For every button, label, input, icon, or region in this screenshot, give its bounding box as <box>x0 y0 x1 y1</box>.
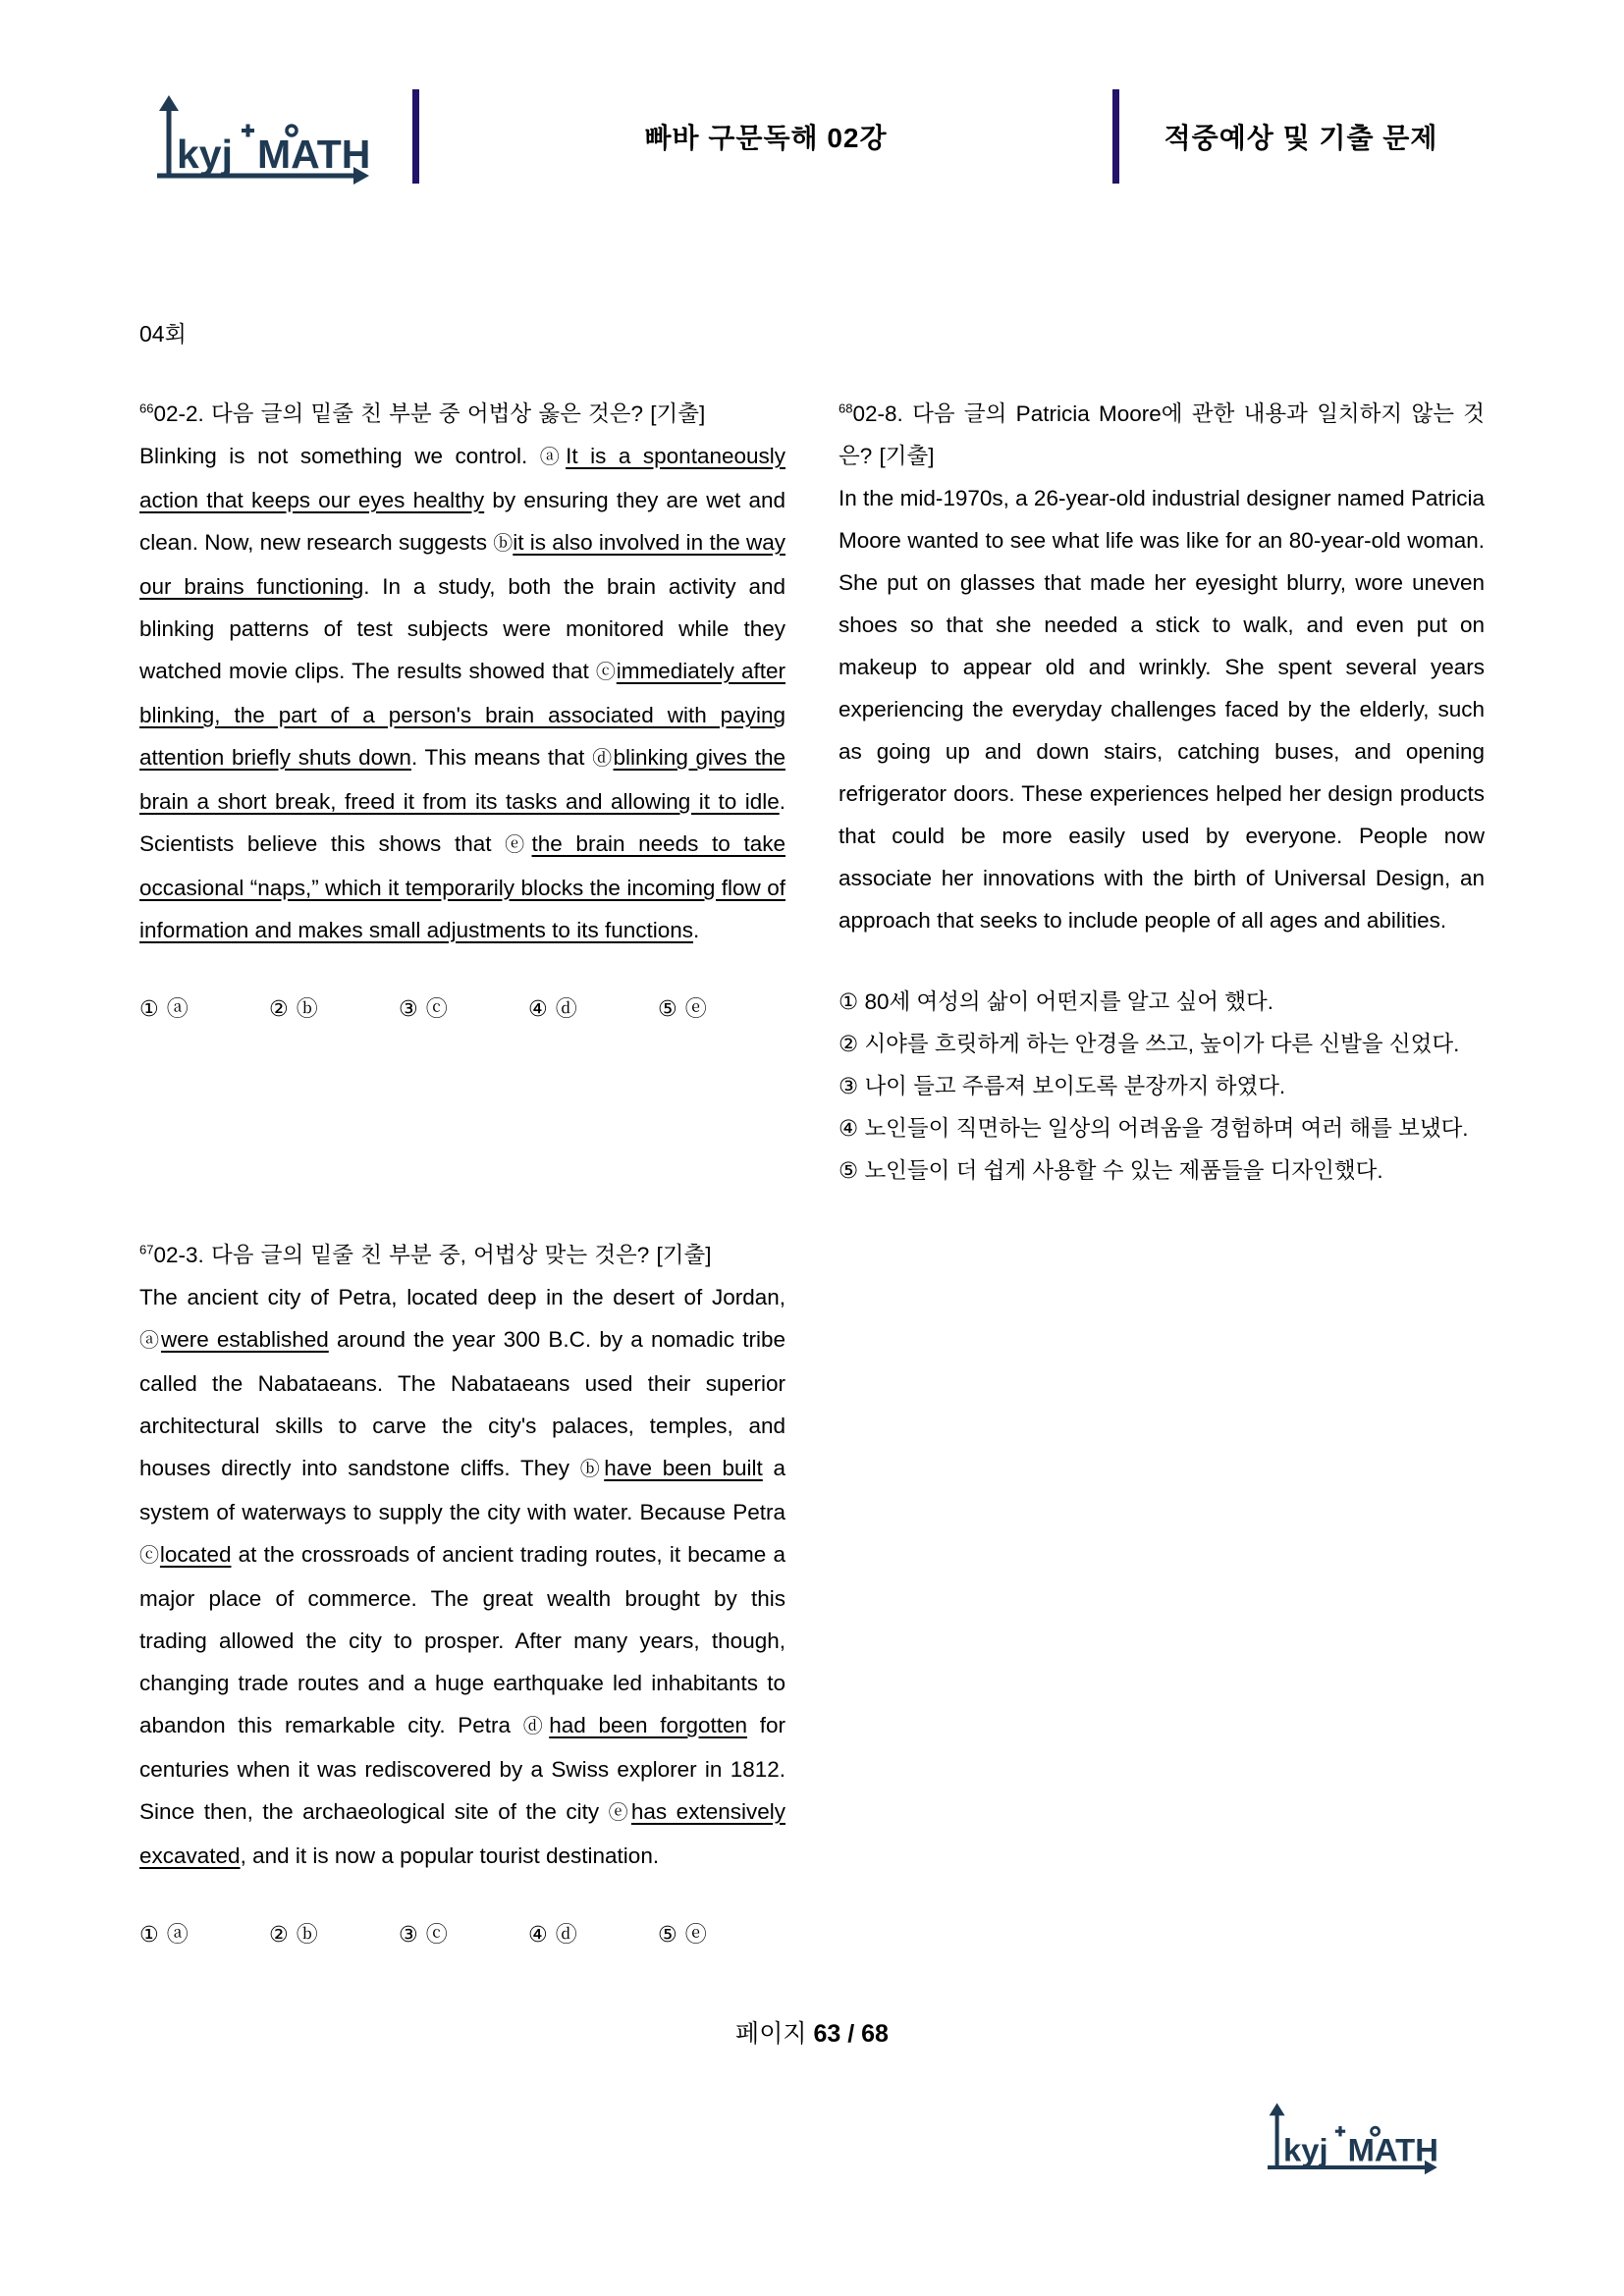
underlined-answer-span: were established <box>160 1327 329 1352</box>
passage-text: The ancient city of Petra, located deep in the desert of Jordan, <box>139 1285 785 1309</box>
answer-choice[interactable] <box>658 1918 787 1949</box>
choice-label: 시야를 흐릿하게 하는 안경을 쓰고, 높이가 다른 신발을 신었다. <box>864 1032 1460 1056</box>
choice-number: ① <box>139 996 159 1021</box>
underlined-answer-span: the brain needs to take occasional “naps,” which it temporarily blocks the incoming flow of information and makes small adjustments to its functions <box>139 831 785 942</box>
choice-label: ⓑ <box>296 996 318 1021</box>
left-column <box>139 393 785 1949</box>
choice-label: ⓑ <box>296 1922 318 1947</box>
answer-marker: ⓓ <box>592 748 614 770</box>
header-logo <box>147 87 378 186</box>
question-prompt: 다음 글의 밑줄 친 부분 중 어법상 옳은 것은? [기출] <box>211 401 706 426</box>
answer-marker: ⓐ <box>139 1330 161 1352</box>
passage-text: . Scientists believe this shows that <box>139 789 785 856</box>
svg-text:MATH: MATH <box>257 132 371 177</box>
question-number: 02-3. <box>153 1243 204 1267</box>
question-superscript: 68 <box>839 400 853 416</box>
answer-choice[interactable] <box>839 1149 1485 1192</box>
page-label: 페이지 <box>735 2020 807 2048</box>
question-heading <box>139 1234 785 1276</box>
answer-marker: ⓔ <box>505 834 532 856</box>
answer-choice[interactable] <box>399 1918 528 1949</box>
page-separator: / <box>847 2020 855 2048</box>
axis-arrow-logo-icon <box>147 87 378 186</box>
question-superscript: 66 <box>139 400 154 416</box>
choice-label: ⓔ <box>684 1922 707 1947</box>
choice-number: ② <box>269 996 289 1021</box>
header-right-title: 적중예상 및 기출 문제 <box>1164 123 1438 153</box>
answer-choice[interactable] <box>658 992 787 1023</box>
choice-number: ⑤ <box>839 1158 865 1183</box>
answer-marker: ⓒ <box>139 1545 160 1567</box>
passage-text: . <box>693 918 700 942</box>
passage-text: , and it is now a popular tourist destination. <box>240 1843 660 1868</box>
choice-number: ② <box>839 1032 865 1056</box>
question-prompt: 다음 글의 밑줄 친 부분 중, 어법상 맞는 것은? [기출] <box>211 1243 712 1267</box>
underlined-answer-span: has extensively excavated <box>139 1799 785 1868</box>
svg-text:kyj: kyj <box>177 132 233 177</box>
header-divider-left <box>412 89 419 184</box>
question-heading <box>839 393 1485 477</box>
question-block <box>839 393 1485 1192</box>
passage-text: a system of waterways to supply the city with water. Because Petra <box>139 1456 786 1524</box>
question-passage <box>139 1276 785 1877</box>
answer-choices <box>139 1918 785 1949</box>
answer-choice[interactable] <box>839 1065 1485 1107</box>
answer-choice[interactable] <box>839 1107 1485 1149</box>
question-block <box>139 393 785 1023</box>
answer-choice[interactable] <box>399 992 528 1023</box>
passage-text: . In a study, both the brain activity and blinking patterns of test subjects were monitored while they watched movie clips. The results showed that <box>139 574 785 683</box>
underlined-answer-span: located <box>159 1542 232 1567</box>
answer-marker: ⓑ <box>579 1459 605 1480</box>
choice-number: ① <box>139 1922 159 1947</box>
answer-choice[interactable] <box>528 992 658 1023</box>
choice-label: 나이 들고 주름져 보이도록 분장까지 하였다. <box>864 1074 1286 1098</box>
choice-number: ② <box>269 1922 289 1947</box>
choice-label: ⓓ <box>555 996 577 1021</box>
underlined-answer-span: immediately after blinking, the part of a person's brain associated with paying attention briefly shuts down <box>139 659 786 770</box>
svg-text:kyj: kyj <box>1283 2131 1328 2168</box>
page-footer <box>0 2014 1624 2050</box>
answer-choices <box>139 992 785 1023</box>
answer-choice[interactable] <box>139 1918 269 1949</box>
choice-number: ⑤ <box>658 1922 677 1947</box>
passage-text: Blinking is not something we control. <box>139 444 540 468</box>
page-total: 68 <box>861 2020 889 2048</box>
answer-choice[interactable] <box>528 1918 658 1949</box>
choice-number: ④ <box>528 996 548 1021</box>
underlined-answer-span: have been built <box>604 1456 763 1480</box>
choice-label: ⓓ <box>555 1922 577 1947</box>
choice-label: ⓒ <box>425 1922 448 1947</box>
axis-arrow-logo-icon <box>1239 2097 1465 2175</box>
passage-text: by ensuring they are wet and clean. Now, new research suggests <box>139 488 785 555</box>
answer-marker: ⓔ <box>608 1802 631 1824</box>
choice-label: 노인들이 더 쉽게 사용할 수 있는 제품들을 디자인했다. <box>864 1158 1383 1183</box>
header-divider-right <box>1112 89 1119 184</box>
content-columns <box>139 393 1485 1949</box>
choice-label: 노인들이 직면하는 일상의 어려움을 경험하며 여러 해를 보냈다. <box>864 1116 1469 1141</box>
underlined-answer-span: blinking gives the brain a short break, freed it from its tasks and allowing it to idle <box>139 745 785 814</box>
choice-label: ⓔ <box>684 996 707 1021</box>
answer-marker: ⓒ <box>595 662 617 683</box>
passage-text: at the crossroads of ancient trading routes, it became a major place of commerce. The great wealth brought by this trading allowed the city to prosper. After many years, though, changing trade routes and a huge earthquake led inhabitants to abandon this remarkable city. Petra <box>139 1542 785 1737</box>
question-prompt: 다음 글의 Patricia Moore에 관한 내용과 일치하지 않는 것은? [기출] <box>839 401 1485 468</box>
answer-choice[interactable] <box>139 992 269 1023</box>
passage-text: around the year 300 B.C. by a nomadic tribe called the Nabataeans. The Nabataeans used their superior architectural skills to carve the city's palaces, temples, and houses directly into sandstone cliffs. They <box>139 1327 785 1480</box>
choice-number: ③ <box>839 1074 865 1098</box>
choice-label: 80세 여성의 삶이 어떤지를 알고 싶어 했다. <box>864 989 1273 1014</box>
header-center-title: 빠바 구문독해 02강 <box>644 123 888 153</box>
answer-choice[interactable] <box>839 981 1485 1023</box>
column-spacer <box>139 1023 785 1234</box>
question-block <box>139 1234 785 1949</box>
answer-marker: ⓓ <box>522 1716 550 1737</box>
underlined-answer-span: It is a spontaneously action that keeps our eyes healthy <box>139 444 786 512</box>
question-number: 02-8. <box>852 401 903 426</box>
answer-marker: ⓑ <box>493 533 514 555</box>
underlined-answer-span: it is also involved in the way our brains functioning <box>139 530 786 599</box>
passage-text: . This means that <box>410 745 593 770</box>
choice-number: ④ <box>528 1922 548 1947</box>
page-header <box>147 82 1483 190</box>
answer-choice[interactable] <box>839 1023 1485 1065</box>
choice-label: ⓒ <box>425 996 448 1021</box>
question-passage <box>139 435 785 951</box>
choice-number: ④ <box>839 1116 865 1141</box>
answer-choice[interactable] <box>269 992 399 1023</box>
choice-number: ① <box>839 989 865 1014</box>
choice-label: ⓐ <box>166 1922 189 1947</box>
choice-number: ③ <box>399 1922 418 1947</box>
footer-logo <box>1239 2097 1465 2175</box>
question-number: 02-2. <box>153 401 204 426</box>
choice-number: ③ <box>399 996 418 1021</box>
question-passage: In the mid-1970s, a 26-year-old industrial designer named Patricia Moore wanted to see what life was like for an 80-year-old woman. She put on glasses that made her eyesight blurry, wore uneven shoes so that she needed a stick to walk, and even put on makeup to appear old and wrinkly. She spent several years experiencing the everyday challenges faced by the elderly, such as going up and down stairs, catching buses, and opening refrigerator doors. These experiences helped her design products that could be more easily used by everyone. People now associate her innovations with the birth of Universal Design, an approach that seeks to include people of all ages and abilities. <box>839 486 1485 933</box>
question-heading <box>139 393 785 435</box>
underlined-answer-span: had been forgotten <box>549 1713 748 1737</box>
svg-text:MATH: MATH <box>1347 2131 1438 2168</box>
question-superscript: 67 <box>139 1242 154 1257</box>
page-number: 63 <box>813 2020 841 2048</box>
passage-text: for centuries when it was rediscovered by a Swiss explorer in 1812. Since then, the archaeological site of the city <box>139 1713 785 1824</box>
choice-label: ⓐ <box>166 996 189 1021</box>
answer-choices <box>839 981 1485 1192</box>
session-label: 04회 <box>139 321 187 347</box>
answer-marker: ⓐ <box>539 447 567 468</box>
right-column <box>839 393 1485 1949</box>
choice-number: ⑤ <box>658 996 677 1021</box>
answer-choice[interactable] <box>269 1918 399 1949</box>
